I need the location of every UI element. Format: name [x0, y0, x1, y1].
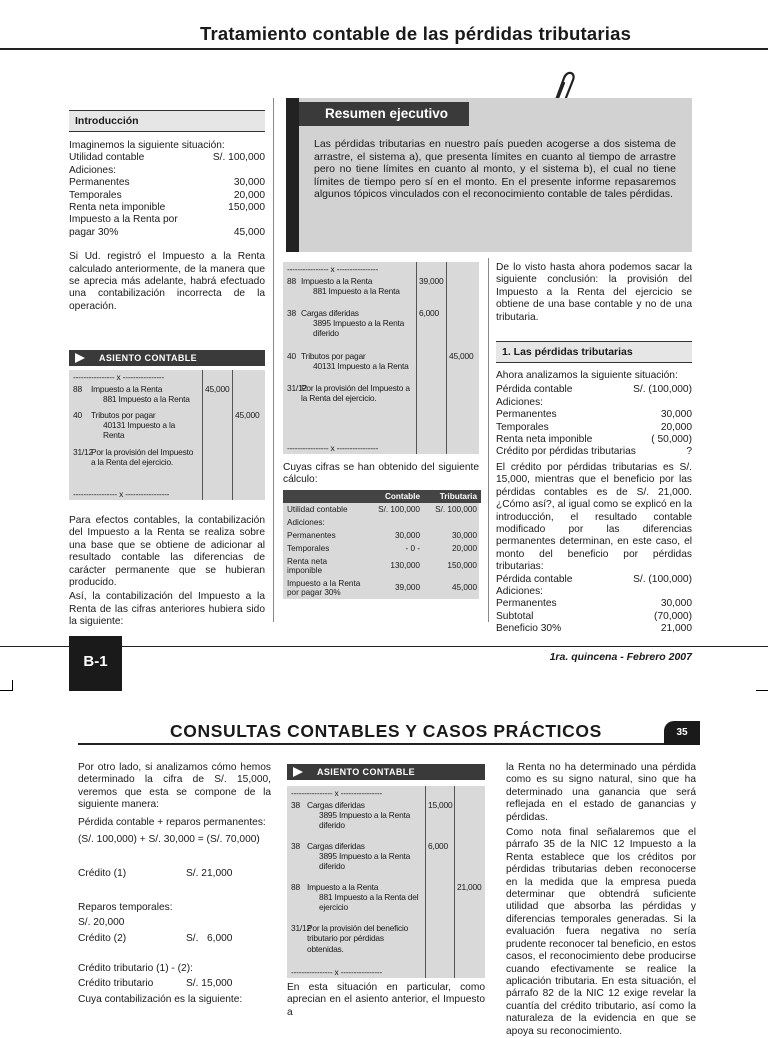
ledger-account: 88	[291, 882, 300, 892]
section-title: CONSULTAS CONTABLES Y CASOS PRÁCTICOS	[170, 721, 602, 741]
line-item	[69, 214, 265, 226]
contabilizacion-text: Cuya contabilización es la siguiente:	[78, 993, 243, 1005]
table-row	[283, 555, 481, 577]
bottom-middle-paragraph: En esta situación en particular, como aprecian en el asiento anterior, el Impuesto a	[287, 982, 485, 1018]
right-lead: Ahora analizamos la siguiente situación:	[496, 370, 678, 382]
ledger-description: 40131 Impuesto a la Renta	[103, 420, 176, 441]
line-label: Crédito por pérdidas tributarias	[496, 446, 636, 458]
section-heading: 1. Las pérdidas tributarias	[496, 341, 692, 363]
page-number: 35	[664, 721, 700, 745]
ledger-debit: 6,000	[419, 308, 439, 318]
table-cell: 39,000	[394, 583, 420, 593]
ledger-column-line	[454, 786, 455, 978]
bottom-right-paragraph-2: Como nota final señalaremos que el párrafo 35 de la NIC 12 Impuesto a la Renta establece que los créditos por pérdidas tributarias deben reconocerse en la medida que la empresa pueda determinar que obtendrá suficiente utilidad que absorba las pérdidas y diferencias temporales generadas. Si la evaluación fuera negativa no sería prudente reconocer tal beneficio, en estos casos, el reconocimiento debe producirse cuando efectivamente se realice la aplicación tributaria. En esta situación, el párrafo 82 de la NIC 12 exige revelar la cuantía del crédito tributario, así como la naturaleza de la evidencia en que se apoya su reconocimiento.	[506, 827, 696, 1037]
line-item	[69, 152, 265, 164]
line-label: Renta neta imponible	[496, 434, 593, 446]
ledger-entry	[287, 786, 485, 978]
line-label: Beneficio 30%	[496, 623, 562, 635]
line-label: Permanentes	[496, 409, 557, 421]
line-value: (70,000)	[654, 610, 692, 622]
line-value: 45,000	[233, 226, 265, 238]
ledger-separator: ----------------- x -----------------	[73, 488, 170, 499]
asiento-label: ASIENTO CONTABLE	[317, 767, 416, 777]
play-arrow-icon	[293, 767, 303, 777]
ledger-description: 881 Impuesto a la Renta	[103, 394, 190, 404]
ledger-description: Impuesto a la Renta	[307, 882, 379, 892]
column-divider	[488, 258, 489, 622]
right-lines-2	[496, 574, 692, 636]
line-label: Temporales	[69, 189, 122, 201]
summary-text: Las pérdidas tributarias en nuestro país pueden acogerse a dos sistema de arrastre, el sistema a), que presenta límites en cuanto al tiempo de arrastre pero no tiene límites en cuanto al monto, y el sistema b), el cual no tiene límites de tiempo pero sí en el monto. En el presente informe repasaremos algunos tópicos vinculados con el reconocimiento contable de tales pérdidas.	[314, 138, 676, 201]
line-label: Permanentes	[69, 177, 130, 189]
line-item	[496, 384, 692, 396]
right-lines	[496, 384, 692, 458]
asiento-header	[69, 350, 265, 366]
credito-2	[78, 933, 271, 945]
calc-line-2: (S/. 100,000) + S/. 30,000 = (S/. 70,000)	[78, 834, 260, 846]
intro-continued	[69, 515, 265, 629]
ledger-column-line	[416, 262, 417, 454]
table-row	[283, 516, 481, 529]
intro-heading: Introducción	[69, 110, 265, 132]
line-label: pagar 30%	[69, 226, 119, 238]
ledger-description: 3895 Impuesto a la Renta diferido	[319, 851, 411, 872]
crop-mark	[756, 690, 768, 691]
ledger-description: Tributos por pagar	[301, 351, 366, 361]
right-paragraph: El crédito por pérdidas tributarias es S/. 15,000, mientras que el beneficio por las pérdidas contables es de S/. 21,000. ¿Cómo así?, al igual como se explicó en la introducción, el resultado contable modificado por las diferencias permanentes determinan, en este caso, el monto del beneficio por pérdidas tributarias:	[496, 461, 692, 573]
column-divider	[273, 98, 274, 622]
intro-paragraph-3: Así, la contabilización del Impuesto a la Renta de las cifras anteriores hubiera sido la siguiente:	[69, 591, 265, 628]
page-title: Tratamiento contable de las pérdidas tributarias	[200, 23, 632, 44]
line-label: Adiciones:	[496, 585, 544, 597]
line-item	[69, 165, 265, 177]
summary-bar	[286, 98, 299, 252]
line-item	[496, 623, 692, 635]
ledger-account: 40	[73, 410, 82, 420]
bottom-left-column	[78, 762, 271, 1006]
bottom-right-column	[506, 762, 696, 1038]
credito-1	[78, 868, 271, 880]
line-item	[69, 177, 265, 189]
credito-tributario-label: Crédito tributario	[78, 978, 154, 990]
calc-table	[283, 490, 481, 599]
line-item	[496, 409, 692, 421]
line-value: S/. (100,000)	[633, 573, 692, 585]
ledger-column-line	[425, 786, 426, 978]
line-item	[496, 586, 692, 598]
table-cell: 30,000	[394, 530, 420, 540]
ledger-description: 3895 Impuesto a la Renta diferido	[313, 318, 405, 339]
credito-2-label: Crédito (2)	[78, 932, 127, 944]
credito-1-label: Crédito (1)	[78, 868, 127, 880]
ledger-column-line	[232, 370, 233, 500]
credito-2-value: S/. 6,000	[186, 932, 233, 944]
line-value: S/. (100,000)	[633, 384, 692, 396]
line-label: Renta neta imponible	[69, 202, 166, 214]
ledger-column-line	[202, 370, 203, 500]
ledger-description: Cargas diferidas	[307, 841, 365, 851]
line-item	[69, 202, 265, 214]
line-value: 30,000	[233, 177, 265, 189]
ledger-column-line	[446, 262, 447, 454]
table-row	[283, 529, 481, 542]
ledger-debit: 39,000	[419, 276, 444, 286]
line-label: Temporales	[496, 421, 549, 433]
ledger-account: 31/12	[73, 447, 93, 457]
line-value: ?	[686, 446, 692, 458]
line-label: Impuesto a la Renta por	[69, 214, 178, 226]
bottom-right-paragraph-1: la Renta no ha determinado una pérdida como es su signo natural, sino que ha determinado una ganancia que será reflejada en el estado de ganancias y pérdidas.	[506, 762, 696, 823]
ledger-description: 881 Impuesto a la Renta del ejercicio	[319, 892, 419, 913]
line-item	[496, 434, 692, 446]
table-cell: 130,000	[390, 561, 420, 571]
table-cell: Renta neta imponible	[287, 556, 328, 575]
section-title-rule	[78, 743, 664, 745]
table-cell: 30,000	[451, 530, 477, 540]
asiento-label: ASIENTO CONTABLE	[99, 353, 198, 363]
line-label: Subtotal	[496, 610, 534, 622]
ledger-separator: ---------------- x ----------------	[287, 264, 379, 274]
ledger-description: Impuesto a la Renta	[91, 384, 163, 394]
ledger-separator: ---------------- x ----------------	[73, 372, 165, 382]
asiento-block	[69, 350, 265, 500]
ledger-debit: 6,000	[428, 841, 448, 851]
ledger-description: Por la provisión del beneficio tributario por pérdidas obtenidas.	[307, 923, 409, 954]
table-header-cell: Contable	[367, 490, 424, 503]
table-cell	[367, 516, 424, 529]
intro-paragraph-2: Para efectos contables, la contabilización del Impuesto a la Renta se realiza sobre una base que se obtiene de adicionar al resultado contable las diferencias de carácter permanente que se hubieran producido.	[69, 515, 265, 589]
ledger-entry	[283, 262, 479, 454]
table-row	[283, 503, 481, 516]
middle-column	[283, 262, 479, 599]
reparos-value: S/. 20,000	[78, 917, 125, 929]
ledger-account: 88	[287, 276, 296, 286]
line-label: Pérdida contable	[496, 384, 573, 396]
line-item	[496, 611, 692, 623]
ledger-description: Por la provisión del Impuesto a la Renta del ejercicio.	[301, 383, 410, 404]
line-item	[496, 598, 692, 610]
ledger-description: 881 Impuesto a la Renta	[313, 286, 400, 296]
ledger-description: 40131 Impuesto a la Renta	[313, 361, 409, 371]
table-cell: Adiciones:	[287, 517, 325, 527]
line-value: 21,000	[660, 623, 692, 635]
ledger-description: Tributos por pagar	[91, 410, 156, 420]
line-label: Adiciones:	[496, 396, 544, 408]
line-value: ( 50,000)	[651, 434, 692, 446]
line-value: 30,000	[660, 409, 692, 421]
line-value: 20,000	[233, 189, 265, 201]
bottom-paragraph: Por otro lado, si analizamos cómo hemos determinado la cifra de S/. 15,000, veremos que esta se compone de la siguiente manera:	[78, 762, 271, 811]
calc-table-wrap	[283, 490, 479, 599]
line-item	[496, 422, 692, 434]
table-header-row	[283, 490, 481, 503]
table-cell: Utilidad contable	[287, 504, 348, 514]
credito-tributario-value: S/. 15,000	[186, 978, 233, 990]
summary-title: Resumen ejecutivo	[299, 102, 469, 126]
ledger-debit: 45,000	[205, 384, 230, 394]
table-header-cell: Tributaria	[424, 490, 481, 503]
credito-tributario-line: Crédito tributario (1) - (2):	[78, 963, 193, 975]
calc-line-1: Pérdida contable + reparos permanentes:	[78, 816, 266, 828]
line-value: 150,000	[228, 202, 265, 214]
intro-lead: Imaginemos la siguiente situación:	[69, 140, 225, 151]
table-cell: S/. 100,000	[378, 504, 420, 514]
table-cell: - 0 -	[405, 543, 420, 553]
intro-paragraph: Si Ud. registró el Impuesto a la Renta calculado anteriormente, de la manera que se aprecia más adelante, habrá efectuado una contabilización incorrecta de la operación.	[69, 251, 265, 312]
issue-date: 1ra. quincena - Febrero 2007	[549, 651, 692, 663]
line-value: 30,000	[660, 598, 692, 610]
table-cell: 45,000	[451, 583, 477, 593]
table-cell: Impuesto a la Renta por pagar 30%	[287, 578, 361, 597]
ledger-debit: 15,000	[428, 800, 453, 810]
line-item	[496, 397, 692, 409]
conclusion-text: De lo visto hasta ahora podemos sacar la siguiente conclusión: la provisión del Impuesto a la Renta del ejercicio se obtiene de una base contable y no de una tributaria.	[496, 262, 692, 323]
reparos-label: Reparos temporales:	[78, 901, 173, 913]
ledger-account: 31/12	[287, 383, 307, 393]
table-cell	[424, 516, 481, 529]
table-header-cell	[283, 490, 367, 503]
line-item	[496, 574, 692, 586]
table-row	[283, 542, 481, 555]
table-cell: 20,000	[451, 543, 477, 553]
ledger-account: 38	[287, 308, 296, 318]
section-tab: B-1	[69, 636, 122, 691]
line-item	[496, 446, 692, 458]
ledger-credit: 45,000	[235, 410, 260, 420]
table-cell: 150,000	[447, 561, 477, 571]
line-label: Adiciones:	[69, 164, 117, 176]
summary-box	[286, 98, 692, 252]
line-label: Utilidad contable	[69, 152, 145, 164]
ledger-description: Cargas diferidas	[301, 308, 359, 318]
title-rule	[0, 48, 768, 50]
asiento-header	[287, 764, 485, 780]
line-item	[69, 227, 265, 239]
ledger-separator: ---------------- x ----------------	[291, 788, 383, 798]
ledger-credit: 21,000	[457, 882, 482, 892]
ledger-description: Por la provisión del Impuesto a la Renta del ejercicio.	[91, 447, 194, 468]
credito-tributario	[78, 978, 271, 990]
ledger-description: Impuesto a la Renta	[301, 276, 373, 286]
ledger-account: 31/12	[291, 923, 311, 933]
ledger-description: 3895 Impuesto a la Renta diferido	[319, 810, 411, 831]
play-arrow-icon	[75, 353, 85, 363]
credito-1-value: S/. 21,000	[186, 868, 233, 880]
table-cell: Temporales	[287, 543, 330, 553]
intro-lines	[69, 152, 265, 239]
cifras-text: Cuyas cifras se han obtenido del siguiente cálculo:	[283, 462, 479, 486]
intro-section	[69, 110, 265, 313]
table-row	[283, 577, 481, 599]
table-cell: Permanentes	[287, 530, 336, 540]
crop-mark	[0, 690, 12, 691]
ledger-separator: ---------------- x ----------------	[291, 966, 383, 977]
right-column	[496, 262, 692, 636]
ledger-description: Cargas diferidas	[307, 800, 365, 810]
ledger-account: 88	[73, 384, 82, 394]
table-cell: S/. 100,000	[435, 504, 477, 514]
line-value: S/. 100,000	[212, 152, 265, 164]
line-value: 20,000	[660, 421, 692, 433]
line-label: Pérdida contable	[496, 573, 573, 585]
ledger-account: 38	[291, 841, 300, 851]
crop-mark	[12, 680, 13, 691]
ledger-credit: 45,000	[449, 351, 474, 361]
ledger-account: 40	[287, 351, 296, 361]
line-item	[69, 190, 265, 202]
line-label: Permanentes	[496, 598, 557, 610]
ledger-separator: ---------------- x ----------------	[287, 442, 379, 453]
bottom-middle-column	[287, 764, 485, 1019]
ledger-entry	[69, 370, 265, 500]
ledger-account: 38	[291, 800, 300, 810]
